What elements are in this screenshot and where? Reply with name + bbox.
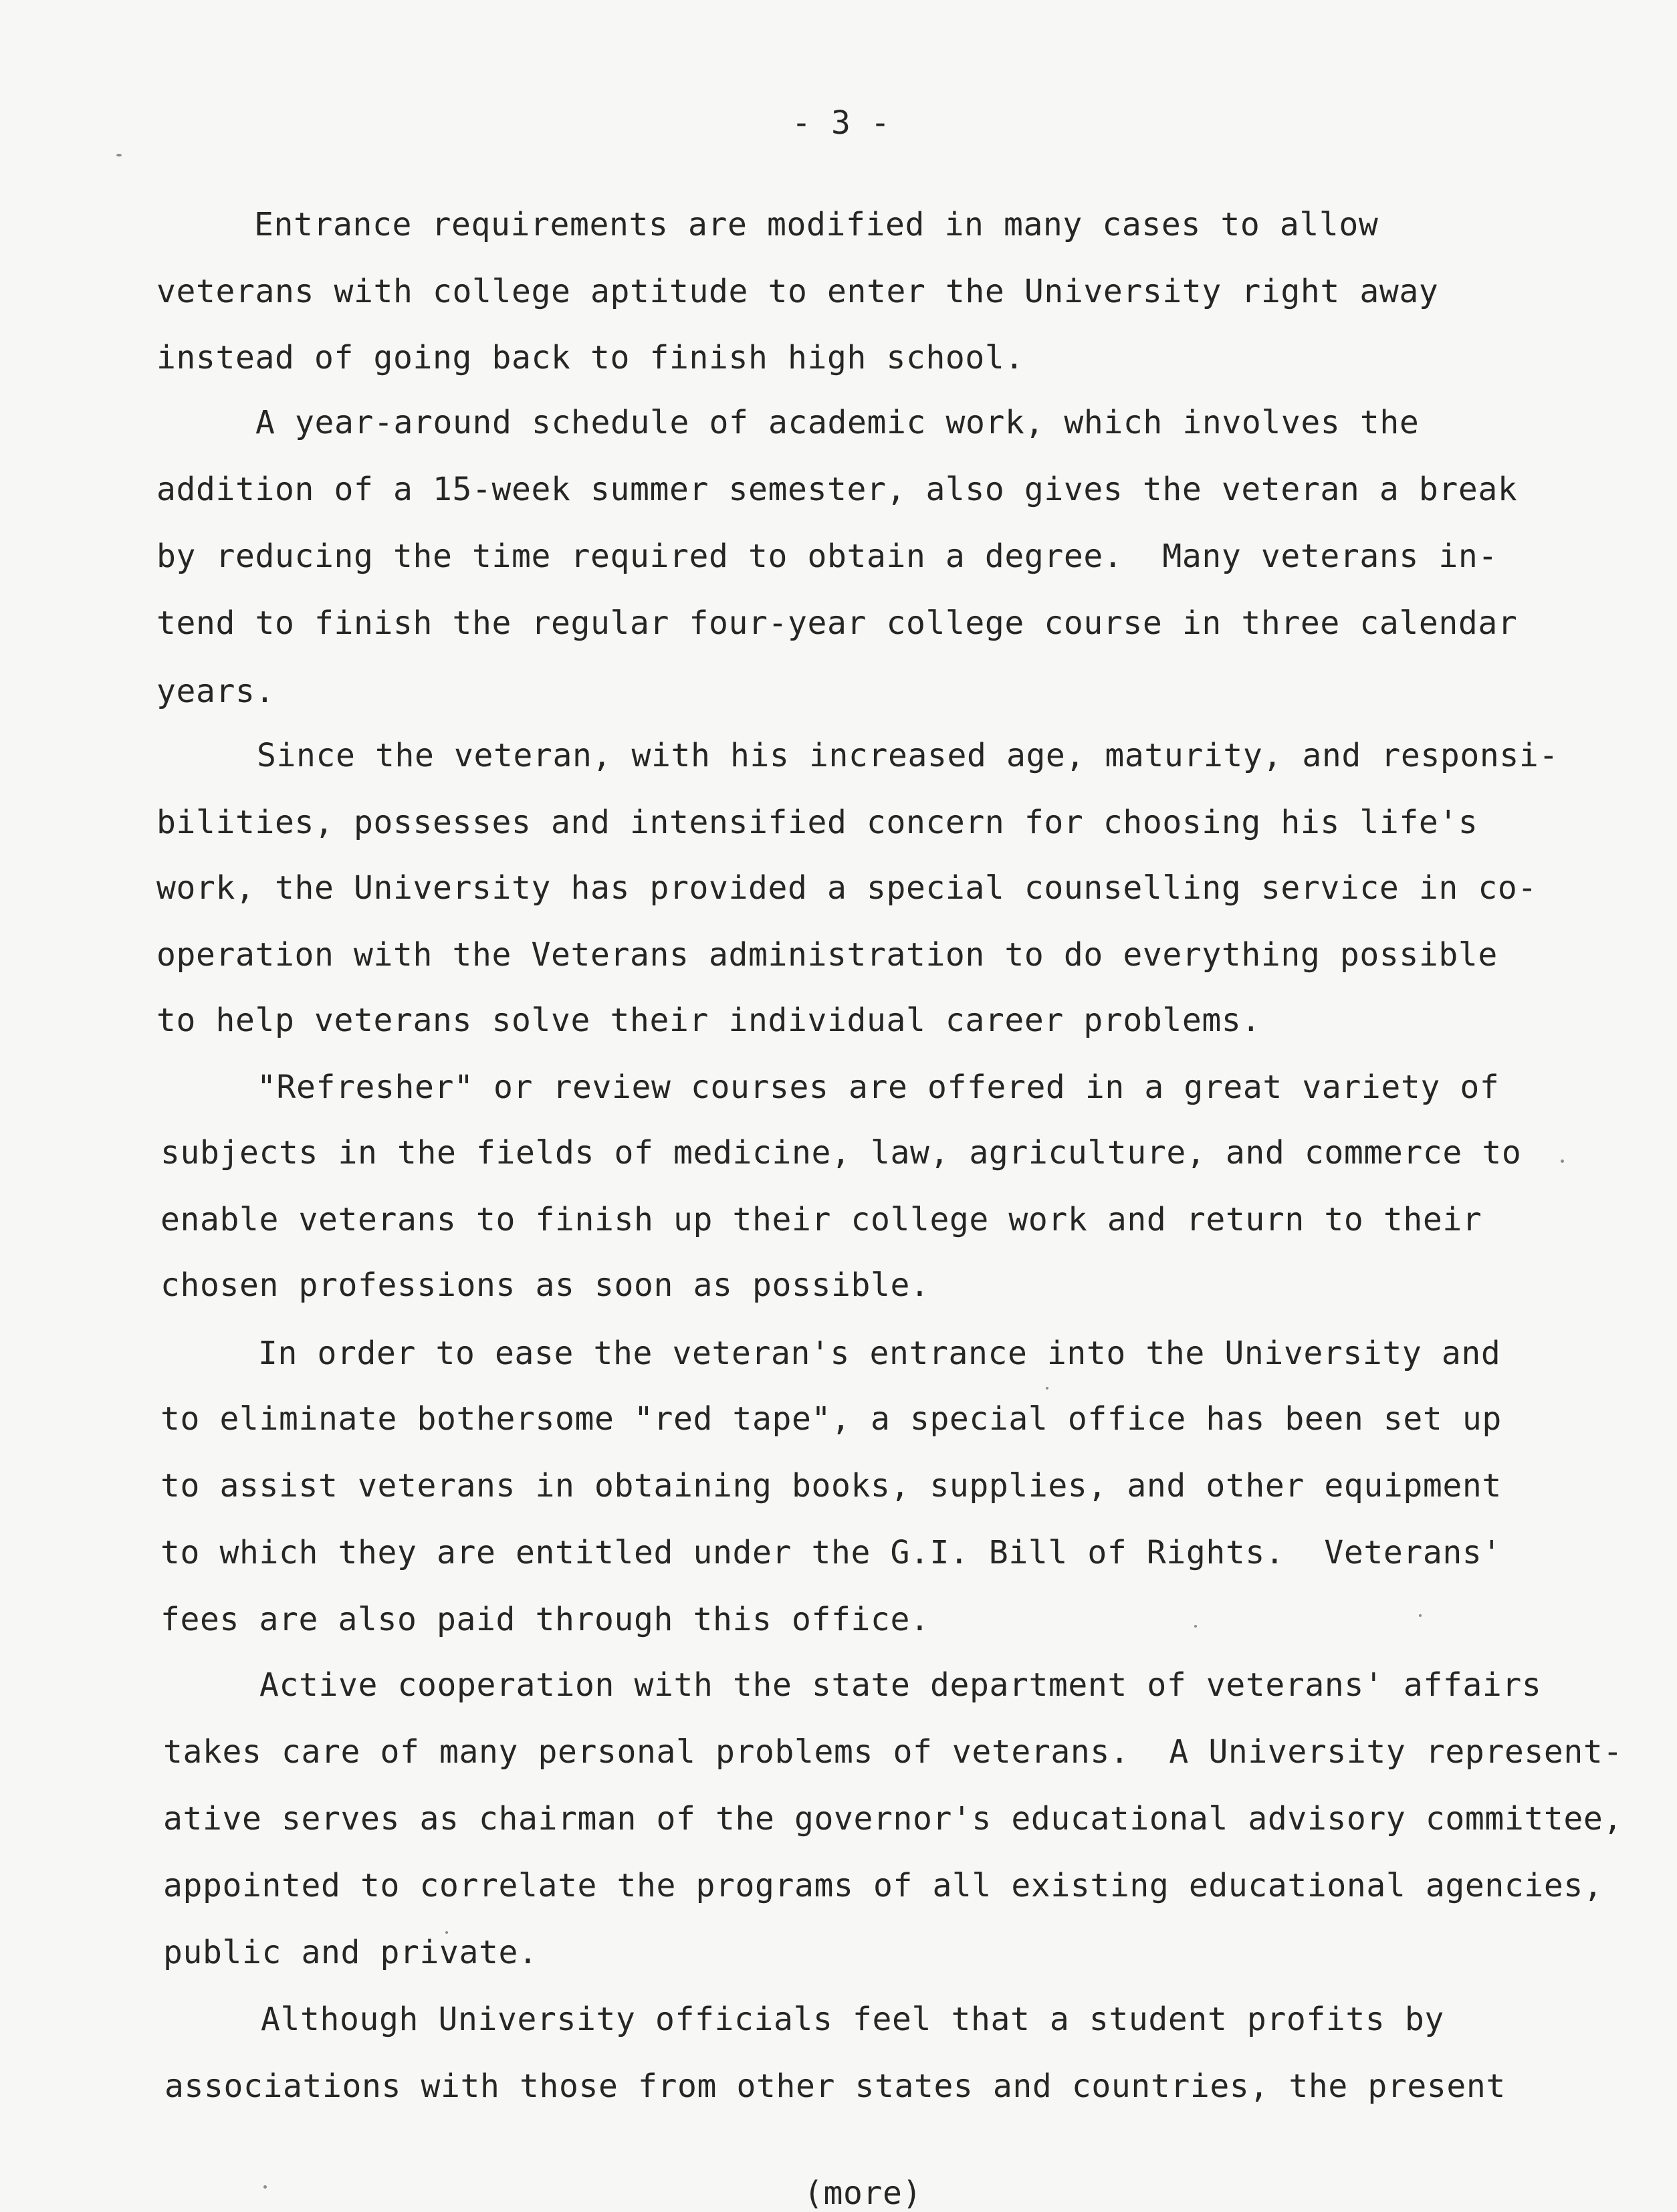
paper-speck bbox=[263, 2185, 267, 2189]
paper-speck bbox=[1194, 1625, 1197, 1628]
text-line: to which they are entitled under the G.I. Bill of Rights. Veterans' bbox=[160, 1534, 1502, 1571]
text-line: tend to finish the regular four-year college course in three calendar bbox=[156, 604, 1518, 642]
text-line: addition of a 15-week summer semester, also gives the veteran a break bbox=[156, 471, 1518, 508]
text-line: Although University officials feel that a student profits by bbox=[261, 2001, 1444, 2038]
text-line: Active cooperation with the state department of veterans' affairs bbox=[259, 1666, 1542, 1704]
text-line: appointed to correlate the programs of all existing educational agencies, bbox=[163, 1867, 1603, 1904]
text-line: Entrance requirements are modified in many cases to allow bbox=[254, 206, 1379, 243]
text-line: by reducing the time required to obtain a degree. Many veterans in- bbox=[156, 538, 1498, 575]
text-line: In order to ease the veteran's entrance into the University and bbox=[258, 1335, 1501, 1372]
text-line: "Refresher" or review courses are offered in a great variety of bbox=[257, 1069, 1500, 1106]
text-line: A year-around schedule of academic work, which involves the bbox=[255, 404, 1420, 441]
text-line: instead of going back to finish high school. bbox=[156, 339, 1024, 376]
page-number: - 3 - bbox=[792, 104, 891, 142]
text-line: Since the veteran, with his increased age, maturity, and responsi- bbox=[257, 737, 1559, 774]
paper-speck bbox=[1561, 1159, 1564, 1163]
paper-speck bbox=[445, 1931, 448, 1934]
text-line: to eliminate bothersome "red tape", a special office has been set up bbox=[160, 1400, 1502, 1438]
text-line: work, the University has provided a special counselling service in co- bbox=[156, 869, 1537, 907]
text-line: fees are also paid through this office. bbox=[160, 1601, 930, 1638]
text-line: enable veterans to finish up their college work and return to their bbox=[160, 1201, 1482, 1238]
continued-marker: (more) bbox=[804, 2175, 922, 2212]
paper-speck bbox=[1419, 1614, 1422, 1617]
text-line: takes care of many personal problems of veterans. A University represent- bbox=[163, 1733, 1623, 1771]
paper-speck bbox=[116, 154, 122, 156]
text-line: to help veterans solve their individual career problems. bbox=[156, 1002, 1261, 1039]
text-line: subjects in the fields of medicine, law, agriculture, and commerce to bbox=[160, 1134, 1522, 1172]
text-line: years. bbox=[156, 673, 275, 710]
text-line: to assist veterans in obtaining books, supplies, and other equipment bbox=[160, 1467, 1502, 1505]
text-line: operation with the Veterans administration to do everything possible bbox=[156, 936, 1498, 974]
text-line: bilities, possesses and intensified concern for choosing his life's bbox=[156, 804, 1478, 841]
text-line: associations with those from other states and countries, the present bbox=[164, 2068, 1506, 2105]
text-line: ative serves as chairman of the governor's educational advisory committee, bbox=[163, 1800, 1623, 1838]
text-line: chosen professions as soon as possible. bbox=[160, 1266, 930, 1304]
text-line: public and private. bbox=[163, 1934, 538, 1971]
paper-speck bbox=[1046, 1387, 1048, 1390]
text-line: veterans with college aptitude to enter the University right away bbox=[156, 273, 1439, 310]
